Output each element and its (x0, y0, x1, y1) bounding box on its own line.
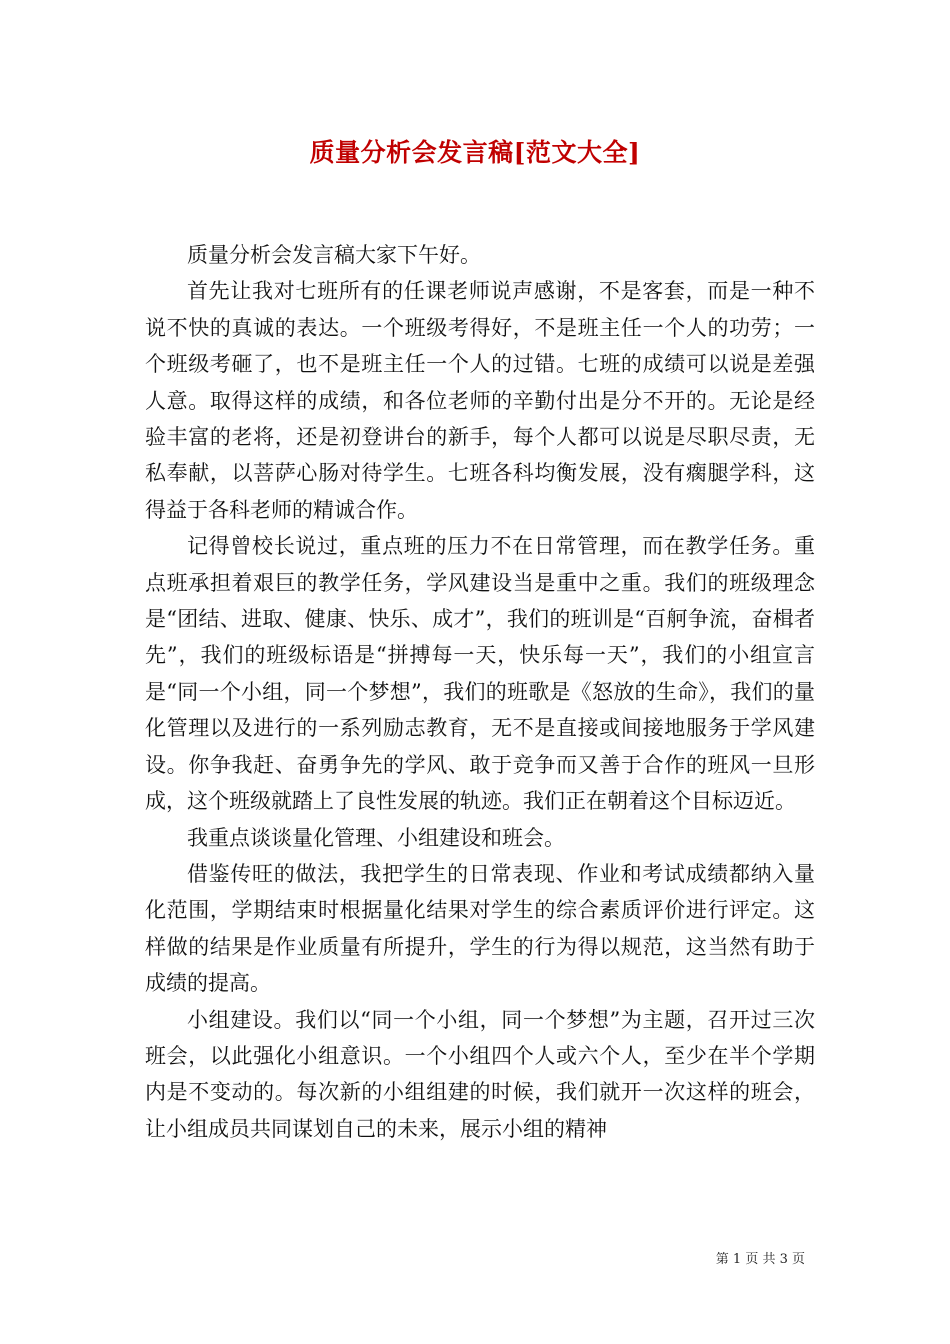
document-body (145, 237, 815, 1147)
document-title: 质量分析会发言稿[范文大全] (309, 138, 641, 167)
paragraph-greeting: 质量分析会发言稿大家下午好。 (187, 243, 481, 267)
page-number-footer: 第 1 页 共 3 页 (715, 1252, 805, 1267)
paragraph-thanks: 首先让我对七班所有的任课老师说声感谢，不是客套，而是一种不说不快的真诚的表达。一个班级考得好，不是班主任一个人的功劳；一个班级考砸了，也不是班主任一个人的过错。七班的成绩可以说是差强人意。取得这样的成绩，和各位老师的辛勤付出是分不开的。无论是经验丰富的老将，还是初登讲台的新手，每个人都可以说是尽职尽责，无私奉献，以菩萨心肠对待学生。七班各科均衡发展，没有瘸腿学科，这得益于各科老师的精诚合作。 (145, 279, 815, 522)
paragraph-study-style: 记得曾校长说过，重点班的压力不在日常管理，而在教学任务。重点班承担着艰巨的教学任务，学风建设当是重中之重。我们的班级理念是“团结、进取、健康、快乐、成才”，我们的班训是“百舸争流，奋楫者先”，我们的班级标语是“拼搏每一天，快乐每一天”，我们的小组宣言是“同一个小组，同一个梦想”，我们的班歌是《怒放的生命》，我们的量化管理以及进行的一系列励志教育，无不是直接或间接地服务于学风建设。你争我赶、奋勇争先的学风、敢于竞争而又善于合作的班风一旦形成，这个班级就踏上了良性发展的轨迹。我们正在朝着这个目标迈近。 (145, 534, 815, 814)
paragraph-quantified-management: 借鉴传旺的做法，我把学生的日常表现、作业和考试成绩都纳入量化范围，学期结束时根据量化结果对学生的综合素质评价进行评定。这样做的结果是作业质量有所提升，学生的行为得以规范，这当然有助于成绩的提高。 (145, 861, 815, 996)
paragraph-topics: 我重点谈谈量化管理、小组建设和班会。 (187, 825, 565, 850)
paragraph-group-building: 小组建设。我们以“同一个小组，同一个梦想”为主题，召开过三次班会，以此强化小组意识。一个小组四个人或六个人，至少在半个学期内是不变动的。每次新的小组组建的时候，我们就开一次这样的班会，让小组成员共同谋划自己的未来，展示小组的精神 (145, 1007, 815, 1141)
